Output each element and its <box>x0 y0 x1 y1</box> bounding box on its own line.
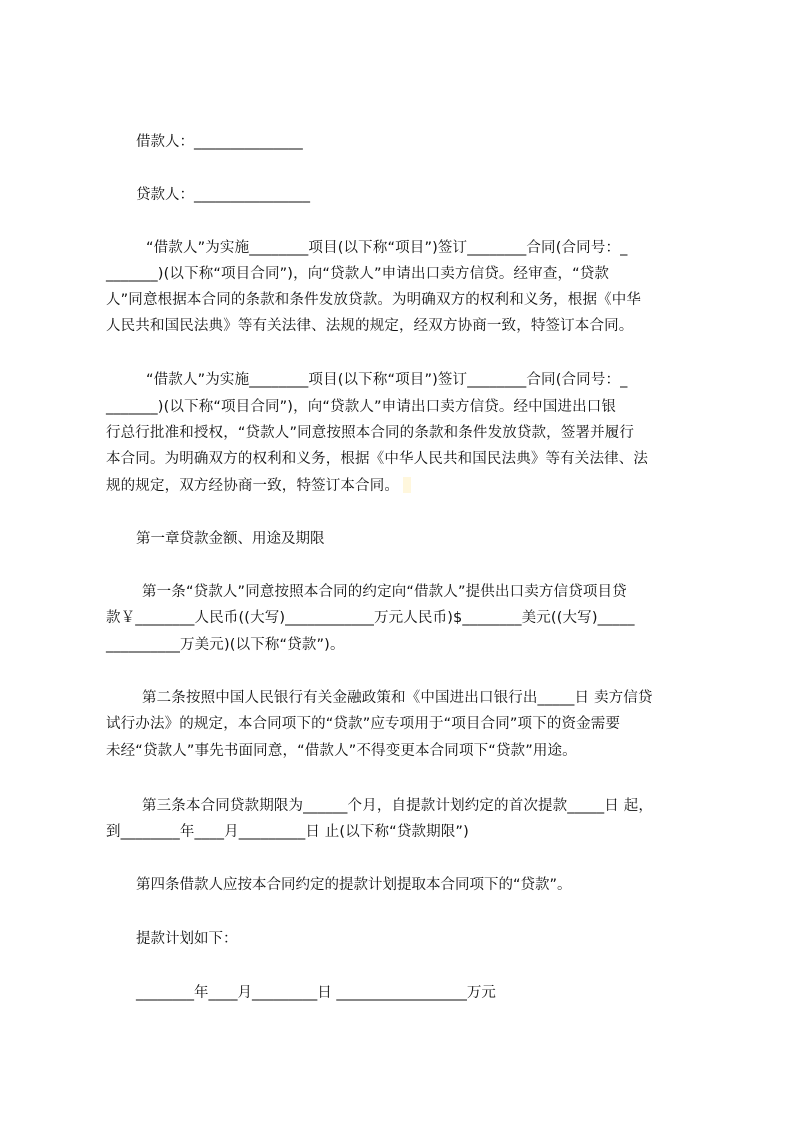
paragraph-line <box>106 476 411 496</box>
paragraph-line: “借款人”为实施________项目(以下称“项目”)签订________合同(合同号：_ <box>146 372 628 388</box>
paragraph-line: 款￥________人民币((大写)____________万元人民币)$________美元((大写)_____ <box>106 610 635 626</box>
highlight-mark <box>403 477 411 493</box>
paragraph-line-text: 规的规定，双方经协商一致，特签订本合同。 <box>106 478 399 494</box>
paragraph-line: 第三条本合同贷款期限为______个月，自提款计划约定的首次提款_____日 起， <box>142 798 654 814</box>
paragraph-line: 行总行批准和授权，“贷款人”同意按照本合同的条款和条件发放贷款，签署并履行 <box>106 425 635 441</box>
borrower-line: 借款人：_______________ <box>136 134 303 150</box>
paragraph-line: 未经“贷款人”事先书面同意，“借款人”不得变更本合同项下“贷款”用途。 <box>106 743 577 759</box>
chapter-heading: 第一章贷款金额、用途及期限 <box>136 531 325 547</box>
paragraph-line: “借款人”为实施________项目(以下称“项目”)签订________合同(合同号：_ <box>146 240 628 256</box>
paragraph-line: 到________年____月_________日 止(以下称“贷款期限”) <box>106 824 469 840</box>
paragraph-line: 第一条“贷款人”同意按照本合同的约定向“借款人”提供出口卖方信贷项目贷 <box>142 584 627 600</box>
paragraph-line: 人”同意根据本合同的条款和条件发放贷款。为明确双方的权利和义务，根据《中华 <box>106 292 642 308</box>
drawdown-plan-label: 提款计划如下： <box>136 931 238 947</box>
paragraph-line: _______)(以下称“项目合同”)，向“贷款人”申请出口卖方信贷。经中国进出口银 <box>106 399 617 415</box>
article-4: 第四条借款人应按本合同约定的提款计划提取本合同项下的“贷款”。 <box>136 877 572 893</box>
paragraph-line: 第二条按照中国人民银行有关金融政策和《中国进出口银行出_____日 卖方信贷 <box>142 690 653 706</box>
paragraph-line: _______)(以下称“项目合同”)，向“贷款人”申请出口卖方信贷。经审查，“贷款 <box>106 266 610 282</box>
drawdown-plan-row: ________年____月_________日 __________________万元 <box>136 985 496 1001</box>
paragraph-line: __________万美元)(以下称“贷款”)。 <box>106 637 345 653</box>
lender-line: 贷款人：________________ <box>136 187 310 203</box>
paragraph-line: 试行办法》的规定，本合同项下的“贷款”应专项用于“项目合同”项下的资金需要 <box>106 716 621 732</box>
paragraph-line: 本合同。为明确双方的权利和义务，根据《中华人民共和国民法典》等有关法律、法 <box>106 451 649 467</box>
paragraph-line: 人民共和国民法典》等有关法律、法规的规定，经双方协商一致，特签订本合同。 <box>106 318 634 334</box>
